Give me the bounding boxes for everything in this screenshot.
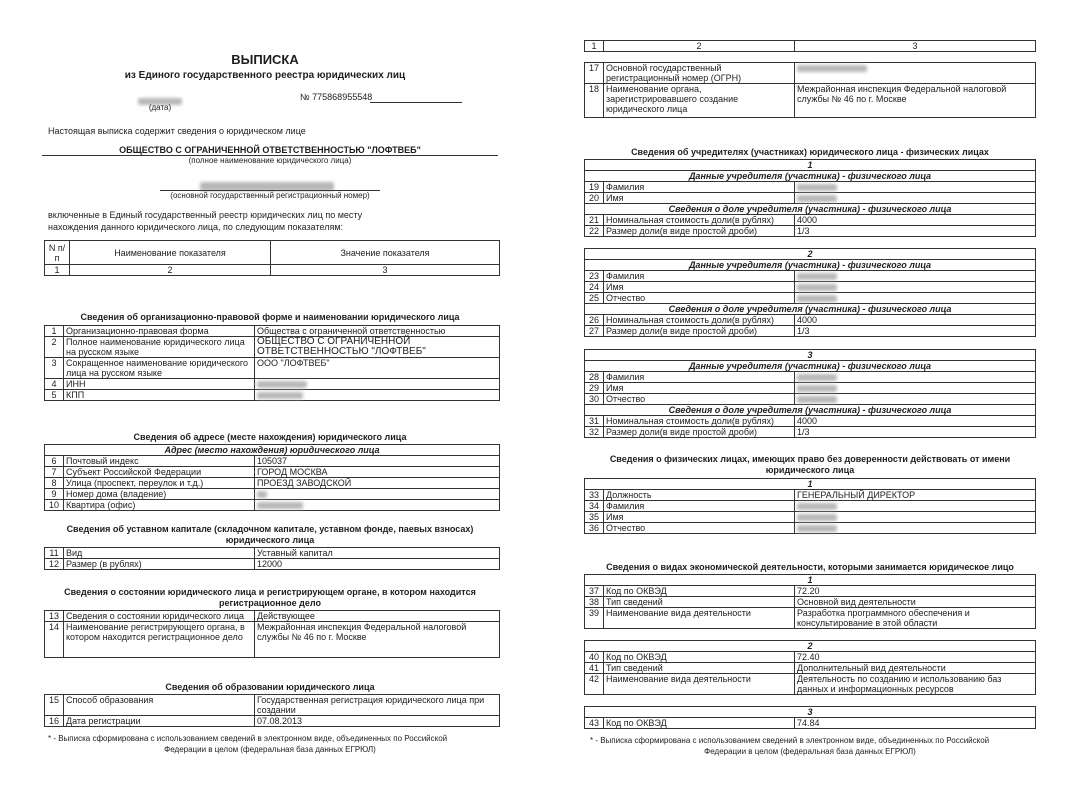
- persons-table: [584, 478, 1036, 534]
- table-cell: 9: [45, 489, 64, 500]
- table-row: [45, 467, 500, 478]
- table-cell: [795, 394, 1036, 405]
- table-row: [585, 383, 1036, 394]
- table-cell: 3: [795, 41, 1036, 52]
- table-cell: 40: [585, 652, 604, 663]
- table-row: [45, 500, 500, 511]
- table-cell: Общества с ограниченной ответственностью: [255, 326, 500, 337]
- table-cell: Код по ОКВЭД: [604, 718, 795, 729]
- table-cell: Наименование вида деятельности: [604, 608, 795, 629]
- table-cell: [795, 282, 1036, 293]
- redacted-value: [797, 184, 837, 191]
- table-cell: Отчество: [604, 394, 795, 405]
- table-row: [585, 193, 1036, 204]
- redacted-value: [797, 65, 867, 72]
- table-cell: 34: [585, 501, 604, 512]
- table-row: [585, 171, 1036, 182]
- table-row: [585, 416, 1036, 427]
- table-cell: Основной вид деятельности: [795, 597, 1036, 608]
- table-cell: Деятельность по созданию и использованию баз данных и информационных ресурсов: [795, 674, 1036, 695]
- table-cell: Отчество: [604, 293, 795, 304]
- table-cell: Имя: [604, 193, 795, 204]
- table-cell: Имя: [604, 282, 795, 293]
- footnote-line-1: * - Выписка сформирована с использованием сведений в электронном виде, объединенных по Российской: [48, 734, 448, 743]
- table-cell: 33: [585, 490, 604, 501]
- table-cell: Наименование показателя: [70, 241, 271, 265]
- table-cell: 4000: [795, 215, 1036, 226]
- table-cell: 1/3: [795, 427, 1036, 438]
- table-cell: Размер доли(в виде простой дроби): [604, 427, 795, 438]
- table-cell: 19: [585, 182, 604, 193]
- founder-1-table: [584, 159, 1036, 237]
- table-row: [585, 271, 1036, 282]
- table-cell: N п/п: [45, 241, 70, 265]
- table-cell: 23: [585, 271, 604, 282]
- table-row: [45, 379, 500, 390]
- table-cell: 32: [585, 427, 604, 438]
- table-cell: Способ образования: [64, 695, 255, 716]
- doc-subtitle: из Единого государственного реестра юридических лиц: [124, 70, 406, 81]
- table-row: [585, 260, 1036, 271]
- table-cell: Наименование вида деятельности: [604, 674, 795, 695]
- table-row: [585, 84, 1036, 118]
- kpp-redacted: [255, 390, 500, 401]
- redacted-value: [797, 525, 837, 532]
- table-row: [45, 358, 500, 379]
- table-cell: Размер доли(в виде простой дроби): [604, 226, 795, 237]
- section-capital-title-1: Сведения об уставном капитале (складочном капитале, уставном фонде, паевых взносах): [66, 524, 474, 534]
- table-row: [585, 282, 1036, 293]
- table-cell: Квартира (офис): [64, 500, 255, 511]
- table-row: [45, 559, 500, 570]
- table-cell: 1: [45, 326, 64, 337]
- table-cell: Фамилия: [604, 182, 795, 193]
- table-cell: 6: [45, 456, 64, 467]
- table-cell: Государственная регистрация юридического лица при создании: [255, 695, 500, 716]
- table-cell: 10: [45, 500, 64, 511]
- table-cell: [795, 271, 1036, 282]
- table-cell: 5: [45, 390, 64, 401]
- footnote-line-2: Федерации в целом (федеральная база данных ЕГРЮЛ): [164, 745, 376, 754]
- table-row: [585, 41, 1036, 52]
- table-cell: 1: [585, 575, 1036, 586]
- table-cell: 14: [45, 622, 64, 658]
- table-cell: Номинальная стоимость доли(в рублях): [604, 215, 795, 226]
- table-row: [45, 716, 500, 727]
- intro-text: Настоящая выписка содержит сведения о юридическом лице: [48, 126, 306, 136]
- table-cell: Уставный капитал: [255, 548, 500, 559]
- table-cell: Основной государственный регистрационный номер (ОГРН): [604, 63, 795, 84]
- section-persons-title-1: Сведения о физических лицах, имеющих право без доверенности действовать от имени: [609, 454, 1011, 464]
- table-row: [585, 226, 1036, 237]
- table-cell: Межрайонная инспекция Федеральной налоговой службы № 46 по г. Москве: [255, 622, 500, 658]
- table-cell: 30: [585, 394, 604, 405]
- table-cell: 16: [45, 716, 64, 727]
- table-cell: Улица (проспект, переулок и т.д.): [64, 478, 255, 489]
- table-row: [585, 405, 1036, 416]
- section-org-form-title: Сведения об организационно-правовой форме и наименовании юридического лица: [80, 312, 460, 322]
- included-text-1: включенные в Единый государственный реестр юридических лиц по месту: [48, 210, 363, 220]
- table-cell: 2: [45, 337, 64, 358]
- table-cell: 3: [271, 265, 500, 276]
- table-cell: 28: [585, 372, 604, 383]
- table-row: [45, 326, 500, 337]
- formation-table: [44, 694, 500, 727]
- activity-2-table: [584, 640, 1036, 695]
- table-row: [45, 265, 500, 276]
- extract-number: № 775868955548: [300, 92, 373, 102]
- table-cell: 29: [585, 383, 604, 394]
- table-cell: Вид: [64, 548, 255, 559]
- table-cell: 7: [45, 467, 64, 478]
- table-cell: 4000: [795, 416, 1036, 427]
- included-text-2: нахождения данного юридического лица, по следующим показателям:: [48, 222, 344, 232]
- table-cell: Почтовый индекс: [64, 456, 255, 467]
- table-row: [45, 622, 500, 658]
- house-redacted: [255, 489, 500, 500]
- ogrn-table: [584, 62, 1036, 118]
- office-redacted: [255, 500, 500, 511]
- table-cell: ИНН: [64, 379, 255, 390]
- table-cell: 25: [585, 293, 604, 304]
- table-row: [45, 337, 500, 358]
- table-row: [585, 479, 1036, 490]
- table-cell: Размер доли(в виде простой дроби): [604, 326, 795, 337]
- table-cell: Наименование органа, зарегистрировавшего создание юридического лица: [604, 84, 795, 118]
- table-cell: Сведения о доле учредителя (участника) - физического лица: [585, 405, 1036, 416]
- table-row: [585, 304, 1036, 315]
- table-cell: Имя: [604, 383, 795, 394]
- section-formation-title: Сведения об образовании юридического лица: [165, 682, 375, 692]
- company-caption: (полное наименование юридического лица): [188, 156, 352, 165]
- table-cell: Субъект Российской Федерации: [64, 467, 255, 478]
- table-row: [585, 501, 1036, 512]
- table-cell: 07.08.2013: [255, 716, 500, 727]
- table-cell: Сведения о доле учредителя (участника) - физического лица: [585, 304, 1036, 315]
- section-persons-title-2: юридического лица: [765, 465, 855, 475]
- inn-redacted: [255, 379, 500, 390]
- table-cell: 4000: [795, 315, 1036, 326]
- activity-3-table: [584, 706, 1036, 729]
- table-row: [585, 326, 1036, 337]
- table-row: [585, 293, 1036, 304]
- table-cell: Номинальная стоимость доли(в рублях): [604, 315, 795, 326]
- redacted-value: [257, 392, 303, 399]
- table-cell: 2: [70, 265, 271, 276]
- footnote-right-line-1: * - Выписка сформирована с использованием сведений в электронном виде, объединенных по Российской: [590, 736, 990, 745]
- table-cell: ОБЩЕСТВО С ОГРАНИЧЕННОЙ ОТВЕТСТВЕННОСТЬЮ "ЛОФТВЕБ": [255, 337, 500, 358]
- table-row: [585, 608, 1036, 629]
- table-cell: 2: [604, 41, 795, 52]
- table-cell: 42: [585, 674, 604, 695]
- table-cell: 11: [45, 548, 64, 559]
- table-cell: 1/3: [795, 226, 1036, 237]
- table-row: [45, 489, 500, 500]
- table-row: [585, 160, 1036, 171]
- table-cell: Данные учредителя (участника) - физического лица: [585, 171, 1036, 182]
- redacted-value: [257, 381, 307, 388]
- table-row: [45, 611, 500, 622]
- table-cell: Наименование регистрирующего органа, в котором находится регистрационное дело: [64, 622, 255, 658]
- redacted-value: [797, 514, 837, 521]
- table-cell: 35: [585, 512, 604, 523]
- table-cell: 72.40: [795, 652, 1036, 663]
- table-cell: ГЕНЕРАЛЬНЫЙ ДИРЕКТОР: [795, 490, 1036, 501]
- table-row: [585, 361, 1036, 372]
- table-cell: 26: [585, 315, 604, 326]
- doc-title: ВЫПИСКА: [231, 52, 299, 67]
- ogrn-caption: (основной государственный регистрационный номер): [170, 191, 370, 200]
- table-cell: Дополнительный вид деятельности: [795, 663, 1036, 674]
- table-cell: 17: [585, 63, 604, 84]
- table-cell: [795, 383, 1036, 394]
- table-cell: Данные учредителя (участника) - физического лица: [585, 260, 1036, 271]
- table-row: [45, 456, 500, 467]
- section-founders-title: Сведения об учредителях (участниках) юридического лица - физических лицах: [631, 147, 989, 157]
- table-cell: 12000: [255, 559, 500, 570]
- table-cell: Дата регистрации: [64, 716, 255, 727]
- table-row: [45, 695, 500, 716]
- table-row: [585, 215, 1036, 226]
- table-cell: [795, 182, 1036, 193]
- table-row: [585, 641, 1036, 652]
- table-cell: [795, 523, 1036, 534]
- table-row: [585, 372, 1036, 383]
- table-cell: 37: [585, 586, 604, 597]
- table-cell: 3: [585, 350, 1036, 361]
- table-cell: Сведения о состоянии юридического лица: [64, 611, 255, 622]
- table-row: [585, 350, 1036, 361]
- table-row: [585, 597, 1036, 608]
- table-cell: КПП: [64, 390, 255, 401]
- table-cell: 72.20: [795, 586, 1036, 597]
- founder-3-table: [584, 349, 1036, 438]
- table-cell: 4: [45, 379, 64, 390]
- table-cell: Код по ОКВЭД: [604, 652, 795, 663]
- table-cell: 18: [585, 84, 604, 118]
- table-cell: 8: [45, 478, 64, 489]
- table-cell: 31: [585, 416, 604, 427]
- right-header-table: [584, 40, 1036, 52]
- table-row: [585, 575, 1036, 586]
- table-cell: Адрес (место нахождения) юридического лица: [45, 445, 500, 456]
- table-row: [585, 652, 1036, 663]
- footnote-right-line-2: Федерации в целом (федеральная база данных ЕГРЮЛ): [704, 747, 916, 756]
- table-row: [585, 523, 1036, 534]
- table-cell: 38: [585, 597, 604, 608]
- table-row: [45, 390, 500, 401]
- table-row: [585, 512, 1036, 523]
- table-row: [585, 315, 1036, 326]
- table-row: [585, 204, 1036, 215]
- table-cell: 36: [585, 523, 604, 534]
- extract-page-right: [540, 0, 1080, 800]
- activity-1-table: [584, 574, 1036, 629]
- table-row: [585, 490, 1036, 501]
- table-cell: [795, 501, 1036, 512]
- table-cell: 1: [585, 479, 1036, 490]
- table-row: [585, 182, 1036, 193]
- address-table: [44, 444, 500, 511]
- company-name: ОБЩЕСТВО С ОГРАНИЧЕННОЙ ОТВЕТСТВЕННОСТЬЮ "ЛОФТВЕБ": [119, 145, 421, 155]
- underline-divider: [370, 102, 462, 103]
- table-row: [585, 707, 1036, 718]
- table-cell: 1: [585, 41, 604, 52]
- table-cell: Код по ОКВЭД: [604, 586, 795, 597]
- table-cell: 2: [585, 641, 1036, 652]
- redacted-value: [797, 374, 837, 381]
- table-cell: 3: [45, 358, 64, 379]
- table-cell: Тип сведений: [604, 597, 795, 608]
- table-cell: 2: [585, 249, 1036, 260]
- extract-page-left: [0, 0, 530, 800]
- table-cell: Межрайонная инспекция Федеральной налоговой службы № 46 по г. Москве: [795, 84, 1036, 118]
- table-cell: Фамилия: [604, 372, 795, 383]
- org-form-table: [44, 325, 500, 401]
- table-row: [585, 249, 1036, 260]
- table-cell: 1: [45, 265, 70, 276]
- table-cell: 15: [45, 695, 64, 716]
- table-row: [585, 674, 1036, 695]
- table-cell: Разработка программного обеспечения и консультирование в этой области: [795, 608, 1036, 629]
- table-cell: Значение показателя: [271, 241, 500, 265]
- redacted-value: [257, 491, 267, 498]
- date-caption: (дата): [148, 103, 172, 112]
- table-cell: Должность: [604, 490, 795, 501]
- table-cell: [795, 193, 1036, 204]
- table-cell: Фамилия: [604, 271, 795, 282]
- section-activity-title: Сведения о видах экономической деятельности, которыми занимается юридическое лицо: [606, 562, 1014, 572]
- redacted-value: [797, 385, 837, 392]
- table-row: [585, 394, 1036, 405]
- table-cell: [795, 512, 1036, 523]
- table-row: [585, 718, 1036, 729]
- section-state-title-1: Сведения о состоянии юридического лица и регистрирующем органе, в котором находится: [64, 587, 476, 597]
- table-cell: 21: [585, 215, 604, 226]
- state-table: [44, 610, 500, 658]
- table-cell: Сокращенное наименование юридического лица на русском языке: [64, 358, 255, 379]
- table-row: [45, 548, 500, 559]
- table-cell: 1/3: [795, 326, 1036, 337]
- table-cell: Данные учредителя (участника) - физического лица: [585, 361, 1036, 372]
- ogrn-value-redacted: [795, 63, 1036, 84]
- table-cell: 22: [585, 226, 604, 237]
- redacted-value: [257, 502, 303, 509]
- table-cell: 105037: [255, 456, 500, 467]
- table-cell: 13: [45, 611, 64, 622]
- table-row: [585, 663, 1036, 674]
- table-cell: Размер (в рублях): [64, 559, 255, 570]
- table-cell: 3: [585, 707, 1036, 718]
- table-cell: 24: [585, 282, 604, 293]
- table-cell: ООО "ЛОФТВЕБ": [255, 358, 500, 379]
- redacted-value: [797, 396, 837, 403]
- section-state-title-2: регистрационное дело: [219, 598, 321, 608]
- table-cell: Сведения о доле учредителя (участника) - физического лица: [585, 204, 1036, 215]
- redacted-value: [797, 503, 837, 510]
- header-table: [44, 240, 500, 276]
- section-capital-title-2: юридического лица: [225, 535, 315, 545]
- table-cell: Действующее: [255, 611, 500, 622]
- table-row: [45, 478, 500, 489]
- table-cell: 12: [45, 559, 64, 570]
- table-cell: Полное наименование юридического лица на русском языке: [64, 337, 255, 358]
- table-cell: ПРОЕЗД ЗАВОДСКОЙ: [255, 478, 500, 489]
- table-row: [585, 427, 1036, 438]
- table-cell: 20: [585, 193, 604, 204]
- table-row: [585, 63, 1036, 84]
- section-address-title: Сведения об адресе (месте нахождения) юридического лица: [133, 432, 407, 442]
- table-cell: Отчество: [604, 523, 795, 534]
- table-cell: Фамилия: [604, 501, 795, 512]
- table-cell: 27: [585, 326, 604, 337]
- table-cell: 41: [585, 663, 604, 674]
- table-cell: Номинальная стоимость доли(в рублях): [604, 416, 795, 427]
- table-cell: Номер дома (владение): [64, 489, 255, 500]
- redacted-value: [797, 284, 837, 291]
- table-cell: Тип сведений: [604, 663, 795, 674]
- table-cell: Организационно-правовая форма: [64, 326, 255, 337]
- redacted-value: [797, 195, 837, 202]
- founder-2-table: [584, 248, 1036, 337]
- table-row: [585, 586, 1036, 597]
- table-row: [45, 241, 500, 265]
- table-cell: 43: [585, 718, 604, 729]
- table-cell: Имя: [604, 512, 795, 523]
- table-cell: 74.84: [795, 718, 1036, 729]
- table-cell: [795, 372, 1036, 383]
- table-cell: 39: [585, 608, 604, 629]
- table-cell: [795, 293, 1036, 304]
- table-row: [45, 445, 500, 456]
- redacted-value: [797, 273, 837, 280]
- redacted-value: [797, 295, 837, 302]
- table-cell: ГОРОД МОСКВА: [255, 467, 500, 478]
- table-cell: 1: [585, 160, 1036, 171]
- capital-table: [44, 547, 500, 570]
